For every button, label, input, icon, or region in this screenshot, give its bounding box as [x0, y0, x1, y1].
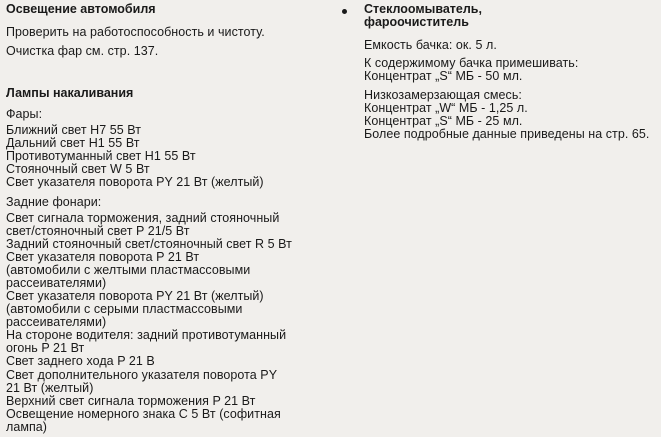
- list-item: Концентрат „S“ МБ - 25 мл.: [364, 114, 523, 128]
- rear-lights-list: [6, 212, 292, 368]
- list-item: Верхний свет сигнала торможения P 21 Вт: [6, 394, 256, 408]
- list-item: Свет указателя поворота PY 21 Вт (желтый): [6, 175, 264, 189]
- additive-concentrate: Концентрат „S“ МБ - 50 мл.: [364, 69, 523, 83]
- headlights-label: Фары:: [6, 107, 43, 121]
- antifreeze-block: [346, 89, 528, 128]
- additive-block: [346, 57, 578, 83]
- list-item: огонь P 21 Вт: [6, 341, 85, 355]
- more-info-ref: Более подробные данные приведены на стр. 65.: [364, 127, 650, 141]
- list-item: (автомобили с желтыми пластмассовыми: [6, 263, 251, 277]
- rear-lights-label: Задние фонари:: [6, 195, 102, 209]
- list-item: Свет указателя поворота P 21 Вт: [6, 250, 200, 264]
- list-item: Концентрат „W“ МБ - 1,25 л.: [364, 101, 528, 115]
- reservoir-capacity: Емкость бачка: ок. 5 л.: [364, 38, 497, 52]
- list-item: Стояночный свет W 5 Вт: [6, 162, 150, 176]
- list-item: 21 Вт (желтый): [6, 381, 94, 395]
- rear-lights-list-extra: [6, 369, 281, 434]
- list-item: Дальний свет H1 55 Вт: [6, 136, 140, 150]
- list-item: свет/стояночный свет P 21/5 Вт: [6, 224, 190, 238]
- list-item: Свет заднего хода P 21 В: [6, 354, 155, 368]
- headlight-cleaning-ref: Очистка фар см. стр. 137.: [6, 44, 159, 58]
- heading-washer: [346, 3, 482, 29]
- list-item: Ближний свет H7 55 Вт: [6, 123, 142, 137]
- list-item: Свет сигнала торможения, задний стояночный: [6, 211, 280, 225]
- list-item: Противотуманный свет H1 55 Вт: [6, 149, 196, 163]
- list-item: рассеивателями): [6, 276, 107, 290]
- list-item: рассеивателями): [6, 315, 107, 329]
- heading-washer-line1: Стеклоомыватель,: [364, 2, 482, 16]
- list-item: Задний стояночный свет/стояночный свет R 5 Вт: [6, 237, 292, 251]
- list-item: Свет дополнительного указателя поворота PY: [6, 368, 278, 382]
- check-text: Проверить на работоспособность и чистоту.: [6, 25, 265, 39]
- list-item: Освещение номерного знака C 5 Вт (софитная: [6, 407, 281, 421]
- list-item: Свет указателя поворота PY 21 Вт (желтый): [6, 289, 264, 303]
- list-item: (автомобили с серыми пластмассовыми: [6, 302, 243, 316]
- headlights-list: [6, 124, 264, 189]
- heading-bulbs: Лампы накаливания: [6, 86, 134, 100]
- list-item: Низкозамерзающая смесь:: [364, 88, 522, 102]
- heading-vehicle-lighting: Освещение автомобиля: [6, 2, 156, 16]
- list-item: лампа): [6, 420, 48, 434]
- list-item: На стороне водителя: задний противотуманный: [6, 328, 287, 342]
- heading-washer-line2: фароочиститель: [364, 15, 469, 29]
- additive-text: К содержимому бачка примешивать:: [364, 56, 579, 70]
